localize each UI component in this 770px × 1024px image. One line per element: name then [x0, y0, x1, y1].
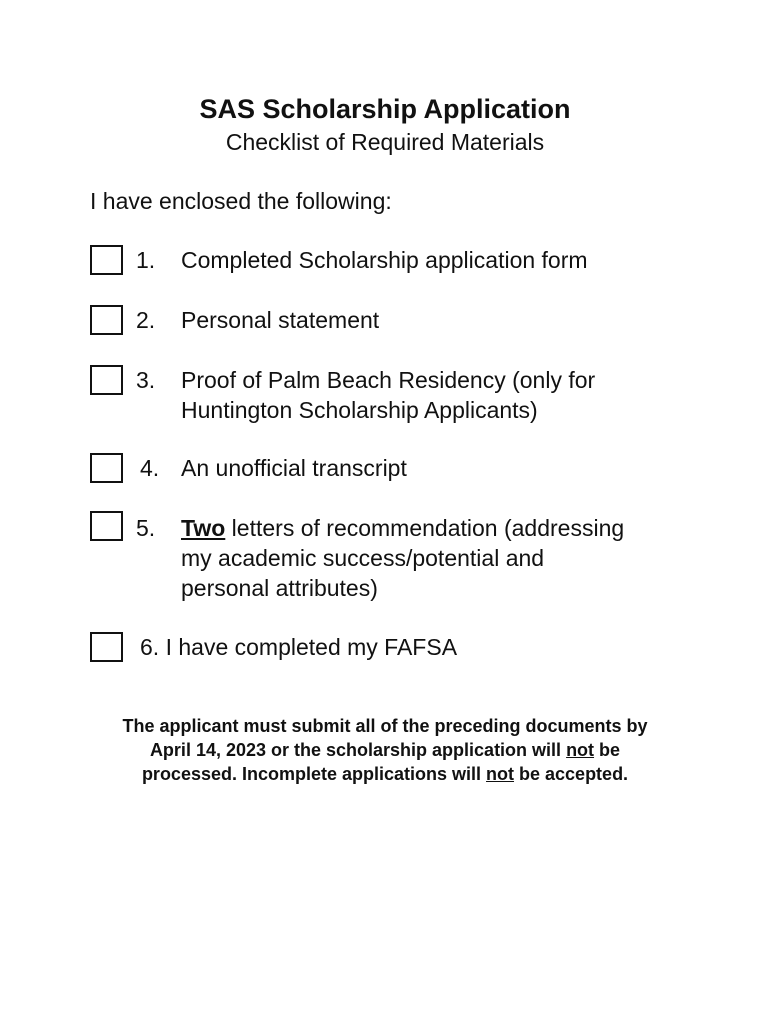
item-number: 1. [136, 247, 156, 273]
item-text: Proof of Palm Beach Residency (only for Huntington Scholarship Applicants) [181, 367, 596, 423]
item-text: Completed Scholarship application form [181, 247, 588, 273]
emphasis-not: not [566, 740, 595, 760]
page-subtitle: Checklist of Required Materials [225, 129, 545, 155]
checkbox-4[interactable] [90, 453, 123, 483]
item-number: 2. [136, 307, 156, 333]
checkbox-1[interactable] [90, 245, 123, 275]
emphasis-two: Two [181, 515, 226, 541]
item-number: 5. [136, 515, 156, 541]
submission-notice: The applicant must submit all of the preceding documents by April 14, 2023 or the scholarship application will not be processed. Incomplete applications will not be accepted. [122, 716, 648, 784]
item-number: 4. [140, 455, 160, 481]
item-text: Two letters of recommendation (addressing my academic success/potential and personal attributes) [181, 515, 625, 601]
emphasis-not: not [486, 764, 515, 784]
checkbox-5[interactable] [90, 511, 123, 541]
item-text: An unofficial transcript [181, 455, 407, 481]
item-number: 3. [136, 367, 156, 393]
checkbox-2[interactable] [90, 305, 123, 335]
checkbox-6[interactable] [90, 632, 123, 662]
page-title: SAS Scholarship Application [199, 94, 571, 124]
checkbox-3[interactable] [90, 365, 123, 395]
intro-text: I have enclosed the following: [90, 188, 392, 214]
item-text: Personal statement [181, 307, 380, 333]
item-text: 6. I have completed my FAFSA [140, 634, 458, 660]
